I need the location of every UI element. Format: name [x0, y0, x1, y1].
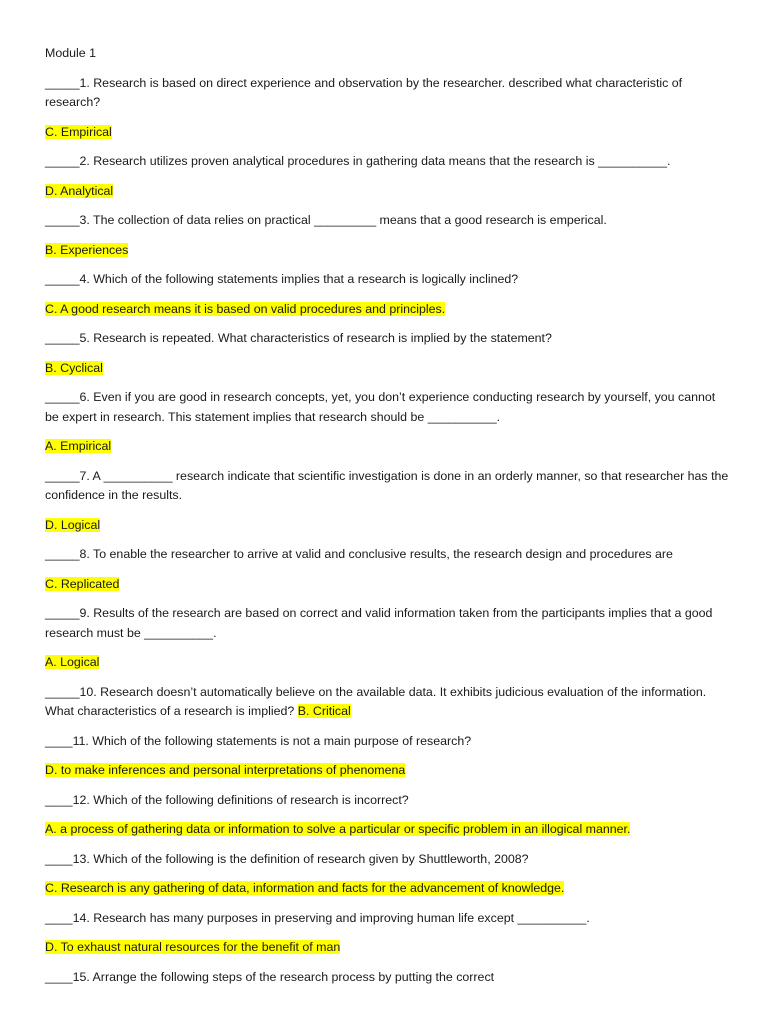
question-4: _____4. Which of the following statements implies that a research is logically inclined? [45, 272, 519, 286]
question-8: _____8. To enable the researcher to arrive at valid and conclusive results, the research design and procedures are [45, 547, 673, 561]
question-3: _____3. The collection of data relies on practical _________ means that a good research is emperical. [45, 213, 607, 227]
answer-10: B. Critical [297, 704, 351, 718]
question-13: ____13. Which of the following is the definition of research given by Shuttleworth, 2008? [45, 851, 529, 866]
question-9: _____9. Results of the research are based on correct and valid information taken from the participants implies that a good research must be __________. [45, 606, 713, 640]
answer-6: A. Empirical [45, 439, 112, 453]
question-12: ____12. Which of the following definitions of research is incorrect? [45, 792, 409, 807]
answer-11: D. to make inferences and personal interpretations of phenomena [45, 763, 406, 777]
answer-3: B. Experiences [45, 242, 129, 257]
question-2: _____2. Research utilizes proven analytical procedures in gathering data means that the research is __________. [45, 154, 671, 168]
answer-4: C. A good research means it is based on valid procedures and principles. [45, 301, 446, 316]
question-14: ____14. Research has many purposes in preserving and improving human life except __________. [45, 910, 590, 925]
question-11: ____11. Which of the following statements is not a main purpose of research? [45, 733, 472, 748]
answer-12: A. a process of gathering data or information to solve a particular or specific problem in an illogical manner. [45, 822, 631, 836]
answer-8: C. Replicated [45, 576, 120, 591]
module-title: Module 1 [45, 46, 96, 60]
question-6: _____6. Even if you are good in research concepts, yet, you don’t experience conducting research by yourself, you cannot be expert in research. This statement implies that research should be __________. [45, 390, 716, 424]
answer-2: D. Analytical [45, 183, 114, 198]
answer-5: B. Cyclical [45, 360, 103, 375]
question-15: ____15. Arrange the following steps of the research process by putting the correct [45, 969, 495, 984]
question-7: _____7. A __________ research indicate that scientific investigation is done in an orderly manner, so that researcher has the confidence in the results. [45, 468, 729, 502]
answer-13: C. Research is any gathering of data, information and facts for the advancement of knowledge. [45, 881, 565, 895]
answer-7: D. Logical [45, 517, 101, 532]
answer-1: C. Empirical [45, 124, 112, 139]
question-5: _____5. Research is repeated. What characteristics of research is implied by the statement? [45, 331, 552, 345]
question-1: _____1. Research is based on direct experience and observation by the researcher. described what characteristic of research? [45, 75, 683, 109]
document-page [45, 44, 730, 997]
question-10-text: _____10. Research doesn’t automatically believe on the available data. It exhibits judicious evaluation of the information. What characteristics of a research is implied? [45, 684, 707, 718]
answer-14: D. To exhaust natural resources for the benefit of man [45, 940, 341, 954]
question-10 [45, 683, 730, 722]
answer-9: A. Logical [45, 655, 100, 669]
